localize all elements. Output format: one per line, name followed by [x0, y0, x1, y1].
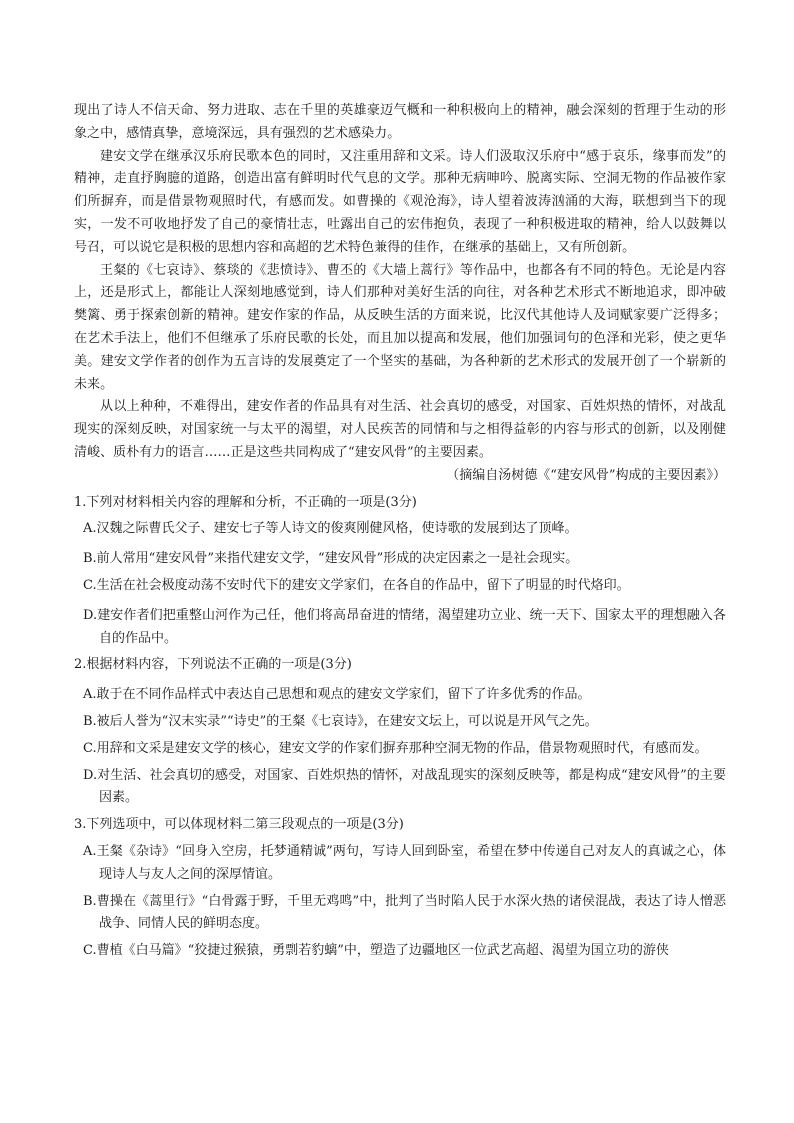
passage-paragraph-1: 建安文学在继承汉乐府民歌本色的同时，又注重用辞和文采。诗人们汲取汉乐府中“感于哀乐，缘事而发”的精神，走直抒胸臆的道路，创造出富有鲜明时代气息的文学。那种无病呻吟、脱离实际、空洞无物的作品被作家们所摒弃，而是借景物观照时代，有感而发。如曹操的《观沧海》，诗人望着波涛汹涌的大海，联想到当下的现实，一发不可收地抒发了自己的豪情壮志，吐露出自己的宏伟抱负，表现了一种积极进取的精神，给人以鼓舞以号召，可以说它是积极的思想内容和高超的艺术特色兼得的佳作，在继承的基础上，又有所创新。 — [74, 148, 726, 255]
question-1-option-b: B.前人常用“建安风骨”来指代建安文学，“建安风骨”形成的决定因素之一是社会现实。 — [83, 551, 579, 567]
question-3-option-c: C.曹植《白马篇》“狡捷过猴猿，勇剽若豹螭”中，塑造了边疆地区一位武艺高超、渴望为国立功的游侠 — [83, 943, 669, 959]
question-3-stem: 3.下列选项中，可以体现材料二第三段观点的一项是(3分) — [74, 817, 404, 833]
question-1-option-a: A.汉魏之际曹氏父子、建安七子等人诗文的俊爽刚健风格，使诗歌的发展到达了顶峰。 — [83, 521, 578, 537]
question-3-option-b: B.曹操在《蒿里行》“白骨露于野，千里无鸡鸣”中，批判了当时陷人民于水深火热的诸侯混战，表达了诗人憎恶战争、同情人民的鲜明态度。 — [83, 893, 726, 932]
question-1-option-c: C.生活在社会极度动荡不安时代下的建安文学家们，在各自的作品中，留下了明显的时代烙印。 — [83, 577, 630, 593]
question-2-option-d: D.对生活、社会真切的感受，对国家、百姓炽热的情怀，对战乱现实的深刻反映等，都是构成“建安风骨”的主要因素。 — [83, 767, 726, 806]
passage-paragraph-0: 现出了诗人不信天命、努力进取、志在千里的英雄豪迈气概和一种积极向上的精神，融会深刻的哲理于生动的形象之中，感情真挚，意境深远，具有强烈的艺术感染力。 — [74, 103, 726, 141]
question-2-option-a: A.敢于在不同作品样式中表达自己思想和观点的建安文学家们，留下了许多优秀的作品。 — [83, 687, 591, 703]
exam-page — [74, 100, 726, 963]
passage-paragraph-3: 从以上种种，不难得出，建安作者的作品具有对生活、社会真切的感受，对国家、百姓炽热的情怀，对战乱现实的深刻反映，对国家统一与太平的渴望，对人民疾苦的同情和与之相得益彰的内容与形式的创新，以及刚健清峻、质朴有力的语言……正是这些共同构成了“建安风骨”的主要因素。 — [74, 399, 726, 460]
question-2-option-b: B.被后人誉为“汉末实录”“诗史”的王粲《七哀诗》，在建安文坛上，可以说是开风气之先。 — [83, 713, 598, 729]
question-2-option-c: C.用辞和文采是建安文学的核心，建安文学的作家们摒弃那种空洞无物的作品，借景物观照时代，有感而发。 — [83, 740, 708, 756]
passage-paragraph-2: 王粲的《七哀诗》、蔡琰的《悲愤诗》、曹丕的《大墙上蒿行》等作品中，也都各有不同的特色。无论是内容上，还是形式上，都能让人深刻地感觉到，诗人们那种对美好生活的向往，对各种艺术形式不断地追求，即冲破樊篱、勇于探索创新的精神。建安作家的作品，从反映生活的方面来说，比汉代其他诗人及词赋家要广泛得多；在艺术手法上，他们不但继承了乐府民歌的长处，而且加以提高和发展，他们加强词句的色泽和光彩，使之更华美。建安文学作者的创作为五言诗的发展奠定了一个坚实的基础，为各种新的艺术形式的发展开创了一个崭新的未来。 — [74, 262, 726, 392]
passage-source: （摘编自汤树德《“建安风骨”构成的主要因素》） — [446, 467, 726, 483]
question-1-stem: 1.下列对材料相关内容的理解和分析，不正确的一项是(3分) — [74, 494, 417, 510]
question-2-stem: 2.根据材料内容，下列说法不正确的一项是(3分) — [74, 657, 352, 673]
question-1-option-d: D.建安作者们把重整山河作为己任，他们将高昂奋进的情绪，渴望建功立业、统一天下、国家太平的理想融入各自的作品中。 — [83, 607, 726, 646]
question-3-option-a: A.王粲《杂诗》“回身入空房，托梦通精诚”两句，写诗人回到卧室，希望在梦中传递自己对友人的真诚之心，体现诗人与友人之间的深厚情谊。 — [83, 843, 726, 882]
